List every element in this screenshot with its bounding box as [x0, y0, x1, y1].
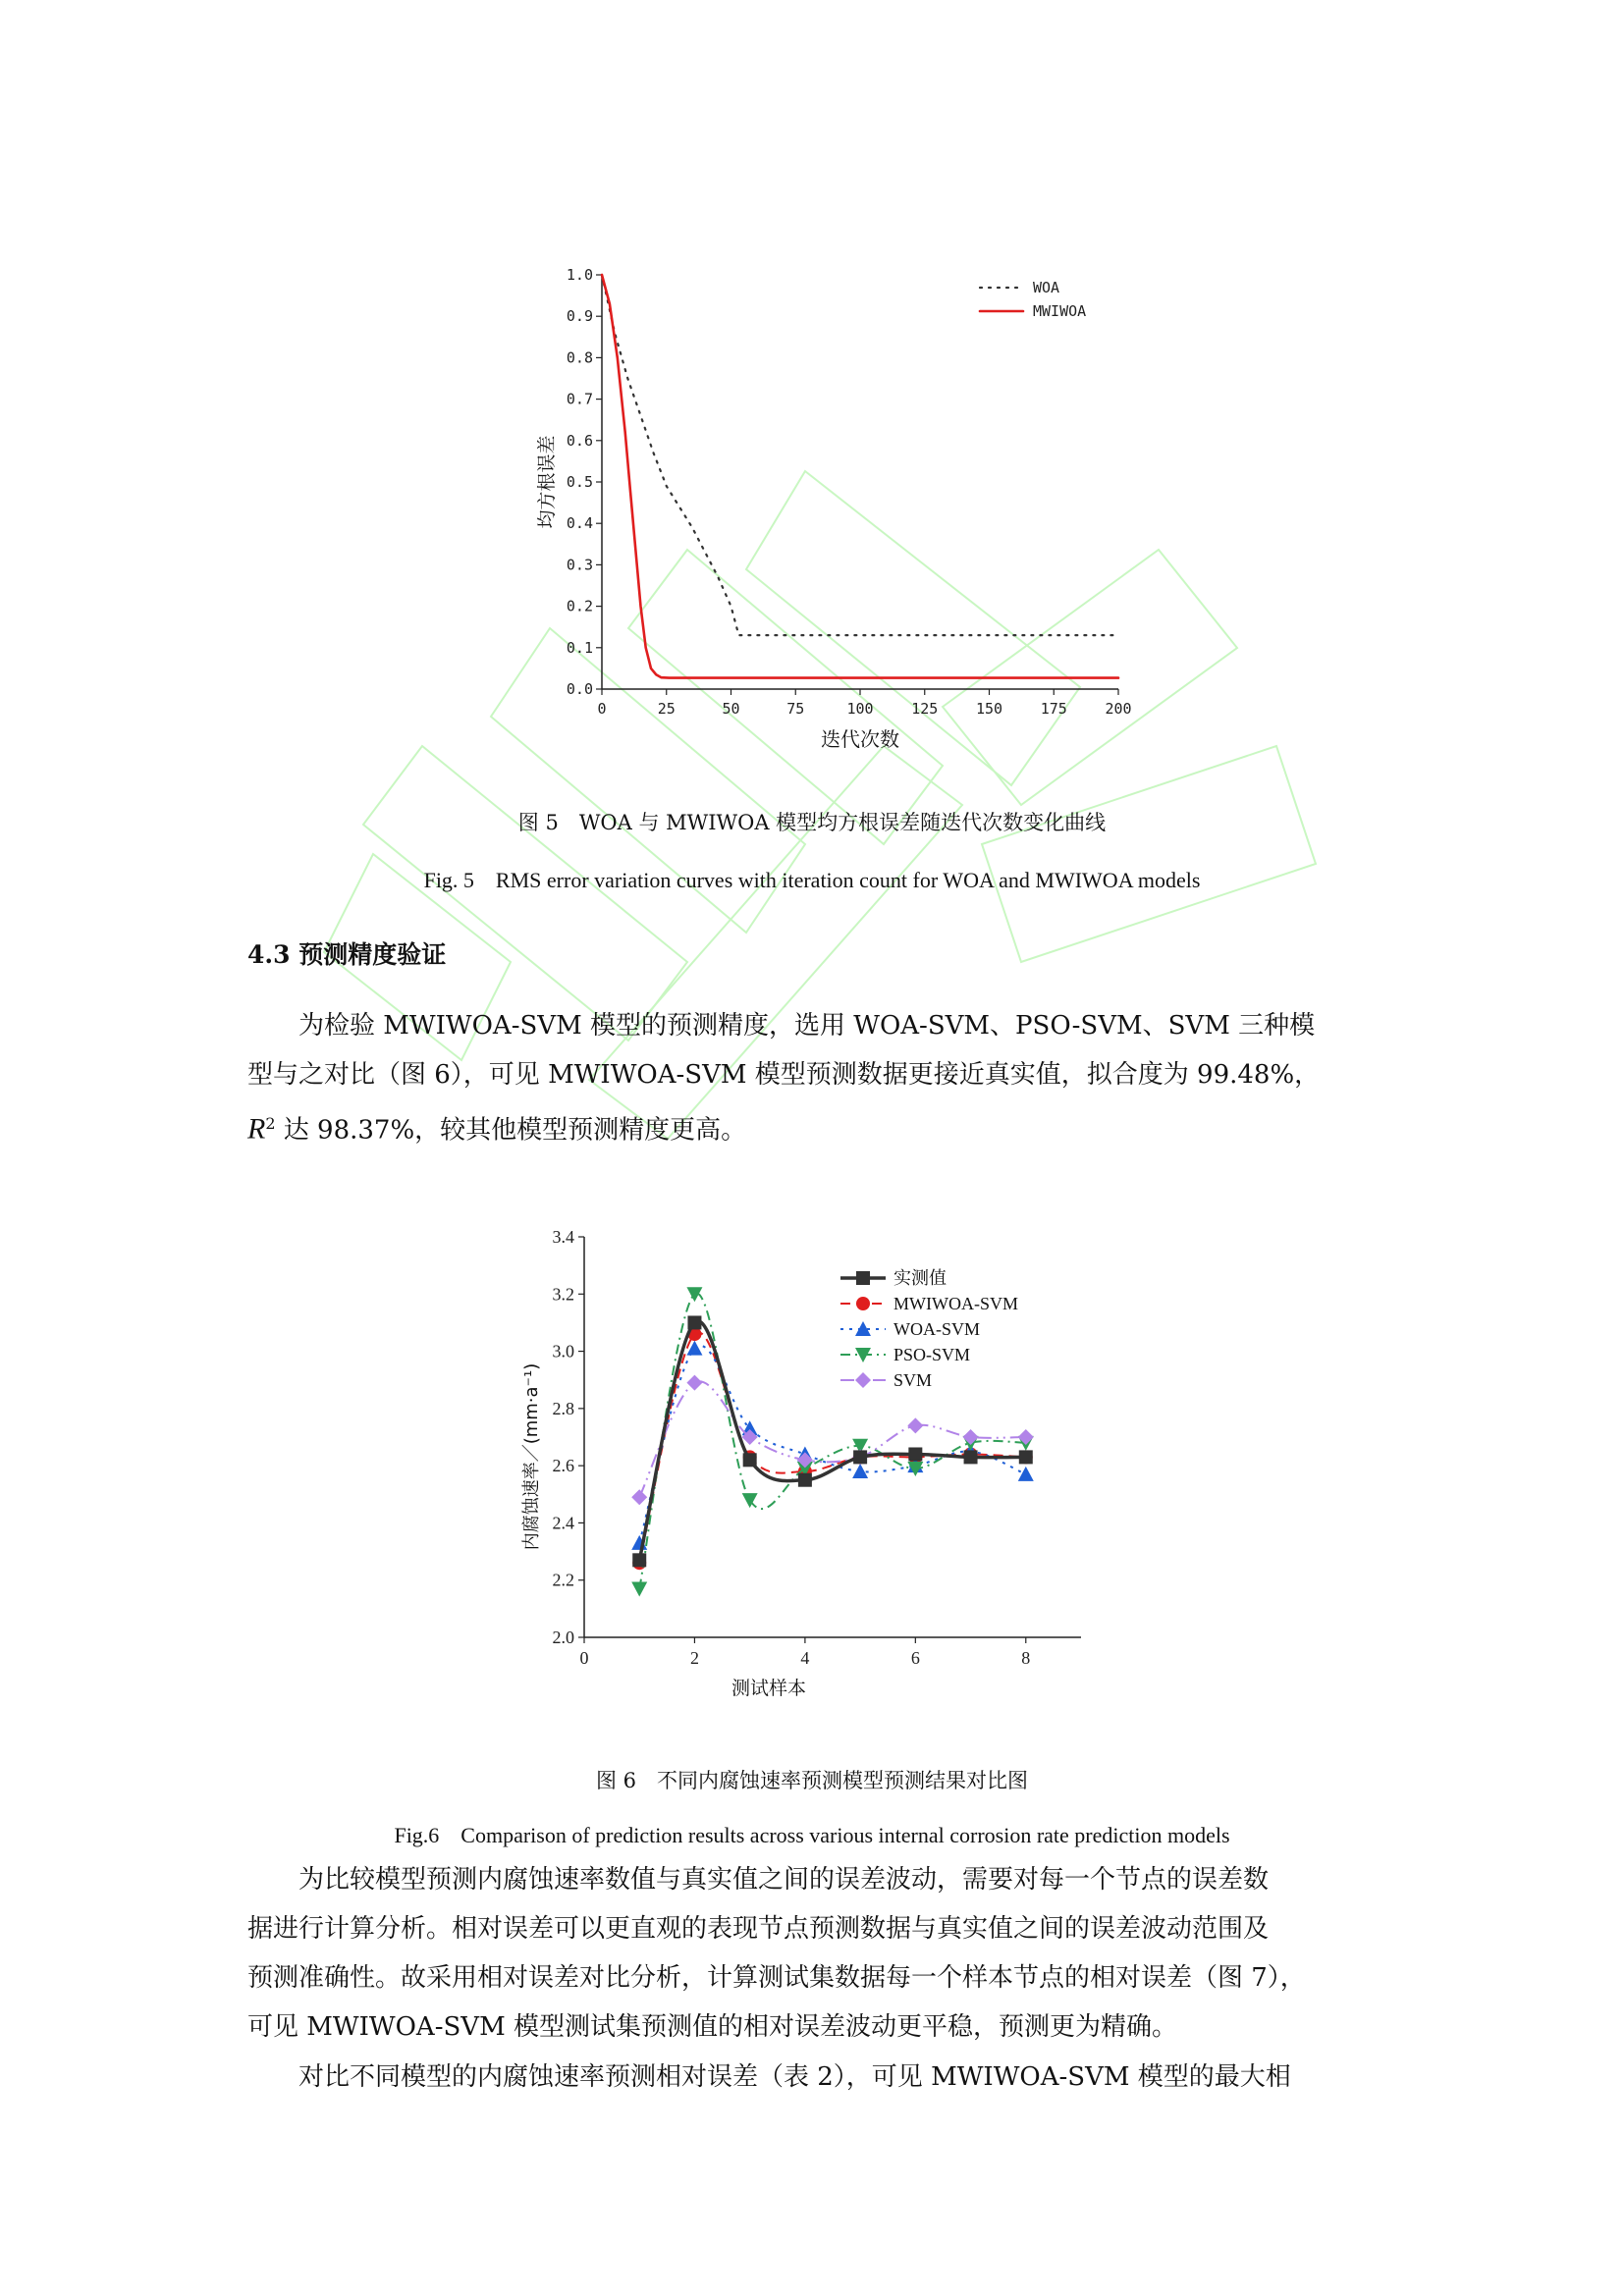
fig6-y-tick-label: 3.0: [552, 1341, 574, 1362]
fig6-point-measured: [632, 1553, 646, 1567]
fig6-point-measured: [853, 1450, 867, 1464]
fig5-y-tick-label: 0.4: [566, 514, 593, 533]
fig6-legend-label: MWIWOA-SVM: [893, 1294, 1018, 1313]
fig5-series-mwiwoa: [602, 275, 1118, 678]
fig6-y-tick-label: 3.2: [552, 1284, 574, 1305]
fig5-y-tick-label: 0.9: [566, 307, 593, 326]
fig6-y-axis-title: 内腐蚀速率／(mm·a⁻¹): [521, 1362, 542, 1551]
fig6-series-line-mwiwoa-svm: [639, 1332, 1026, 1563]
fig6-point-measured: [798, 1473, 812, 1487]
fig6-point-measured: [908, 1447, 922, 1461]
fig5-y-tick-label: 0.5: [566, 473, 593, 491]
fig6-caption-cn: 图 6 不同内腐蚀速率预测模型预测结果对比图: [595, 1769, 1029, 1792]
fig6-y-tick-label: 2.6: [552, 1456, 574, 1476]
fig6-point-measured: [964, 1450, 978, 1464]
para2-line4: 可见 MWIWOA-SVM 模型测试集预测值的相对误差波动更平稳，预测更为精确。: [247, 2012, 1177, 2042]
fig6-point-measured: [743, 1453, 757, 1467]
fig5-x-tick-label: 0: [597, 700, 607, 718]
fig5-chart: [0, 0, 1624, 785]
para2-line1: 为比较模型预测内腐蚀速率数值与真实值之间的误差波动，需要对每一个节点的误差数: [298, 1865, 1270, 1895]
para3-line1: 对比不同模型的内腐蚀速率预测相对误差（表 2），可见 MWIWOA-SVM 模型的最大相: [298, 2062, 1291, 2092]
fig6-legend-label: 实测值: [893, 1268, 947, 1288]
fig5-x-tick-label: 125: [911, 700, 939, 718]
para2-line3: 预测准确性。故采用相对误差对比分析，计算测试集数据每一个样本节点的相对误差（图 7），: [247, 1963, 1306, 1993]
fig5-x-tick-label: 25: [657, 700, 676, 718]
fig6-x-axis-title: 测试样本: [731, 1678, 807, 1699]
fig6-legend-marker: [855, 1372, 871, 1388]
fig5-y-tick-label: 0.8: [566, 348, 593, 367]
fig5-x-tick-label: 175: [1040, 700, 1067, 718]
fig6-legend-marker: [856, 1271, 870, 1285]
fig5-caption-cn: 图 5 WOA 与 MWIWOA 模型均方根误差随迭代次数变化曲线: [517, 811, 1107, 834]
fig6-y-tick-label: 3.4: [552, 1227, 574, 1247]
paragraph-2: [247, 1855, 1386, 2052]
fig6-x-tick-label: 4: [800, 1648, 810, 1668]
fig6-legend-label: PSO-SVM: [893, 1345, 971, 1364]
fig6-legend-label: WOA-SVM: [893, 1319, 980, 1339]
fig5-y-tick-label: 1.0: [566, 266, 593, 284]
fig5-caption-en: Fig. 5 RMS error variation curves with iteration count for WOA and MWIWOA models: [423, 868, 1201, 892]
fig6-y-tick-label: 2.4: [552, 1513, 574, 1533]
fig5-y-axis-title: 均方根误差: [536, 435, 558, 529]
fig5-y-tick-label: 0.2: [566, 597, 593, 615]
fig5-x-tick-label: 100: [846, 700, 874, 718]
section-heading: 4.3 预测精度验证: [247, 940, 447, 969]
fig6-legend-label: SVM: [893, 1370, 933, 1390]
fig6-point-svm: [686, 1375, 702, 1391]
fig6-chart: [0, 1217, 1624, 1728]
fig5-y-tick-label: 0.6: [566, 431, 593, 450]
fig5-x-tick-label: 50: [722, 700, 740, 718]
fig6-point-svm: [631, 1489, 647, 1505]
fig5-y-tick-label: 0.3: [566, 556, 593, 574]
fig5-x-tick-label: 150: [975, 700, 1003, 718]
fig6-x-tick-label: 2: [689, 1648, 699, 1668]
fig6-point-measured: [1019, 1450, 1033, 1464]
fig6-y-tick-label: 2.0: [552, 1628, 574, 1647]
fig6-legend-marker: [856, 1297, 870, 1310]
fig5-x-axis-title: 迭代次数: [821, 727, 899, 751]
paragraph-3: [247, 2053, 1386, 2102]
fig5-series-woa: [602, 275, 1118, 635]
fig6-point-woa-svm: [1018, 1467, 1034, 1481]
fig5-legend-label: MWIWOA: [1033, 302, 1087, 320]
fig6-x-tick-label: 6: [910, 1648, 920, 1668]
para1-line3-text: 达 98.37%，较其他模型预测精度更高。: [275, 1115, 747, 1146]
r-squared-symbol: R: [247, 1112, 266, 1146]
fig6-y-tick-label: 2.2: [552, 1570, 574, 1590]
fig6-x-tick-label: 0: [579, 1648, 589, 1668]
fig6-caption-en: Fig.6 Comparison of prediction results across various internal corrosion rate prediction models: [394, 1823, 1230, 1847]
fig6-point-measured: [687, 1315, 701, 1329]
fig6-point-svm: [907, 1417, 923, 1433]
fig5-x-tick-label: 200: [1105, 700, 1132, 718]
fig5-y-tick-label: 0.1: [566, 638, 593, 657]
para1-line2: 型与之对比（图 6），可见 MWIWOA-SVM 模型预测数据更接近真实值，拟合度为 99.48%，: [247, 1060, 1321, 1090]
fig6-x-tick-label: 8: [1021, 1648, 1031, 1668]
paragraph-1: [247, 1001, 1386, 1155]
fig6-point-woa-svm: [852, 1464, 868, 1478]
para1-line1: 为检验 MWIWOA-SVM 模型的预测精度，选用 WOA-SVM、PSO-SVM、SVM 三种模: [298, 1011, 1316, 1041]
fig6-point-pso-svm: [631, 1581, 647, 1596]
para1-line3: [247, 1099, 1386, 1155]
r-squared-sup: 2: [265, 1114, 276, 1133]
fig5-y-tick-label: 0.7: [566, 390, 593, 408]
fig5-x-tick-label: 75: [786, 700, 805, 718]
fig6-y-tick-label: 2.8: [552, 1398, 574, 1418]
fig5-y-tick-label: 0.0: [566, 680, 593, 698]
fig5-legend-label: WOA: [1033, 279, 1060, 296]
para2-line2: 据进行计算分析。相对误差可以更直观的表现节点预测数据与真实值之间的误差波动范围及: [247, 1914, 1270, 1944]
